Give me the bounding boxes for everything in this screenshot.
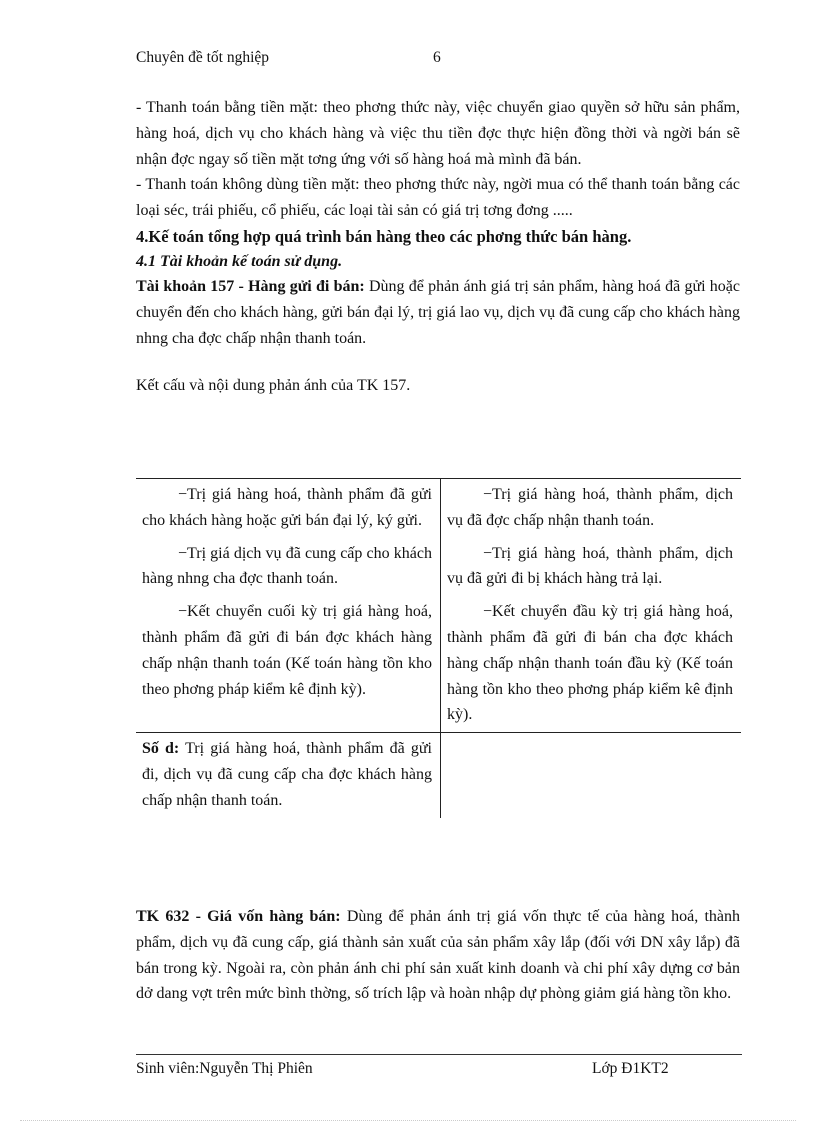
subsection-heading-4-1: 4.1 Tài khoản kế toán sử dụng. (136, 252, 343, 270)
footer-divider (136, 1054, 742, 1055)
page-bottom-dotted-line (20, 1120, 796, 1121)
paragraph-tk632 (136, 904, 740, 1007)
debit-cell: −Kết chuyển cuối kỳ trị giá hàng hoá, thành phẩm đã gửi đi bán đợc khách hàng chấp nhận thanh toán (Kế toán hàng tồn kho theo phơng pháp kiểm kê định kỳ). (136, 596, 441, 732)
section-heading-4: 4.Kế toán tổng hợp quá trình bán hàng theo các phơng thức bán hàng. (136, 226, 632, 246)
paragraph-tk157 (136, 274, 740, 351)
paragraph-cash-payment: - Thanh toán bằng tiền mặt: theo phơng thức này, việc chuyển giao quyền sở hữu sản phẩm, hàng hoá, dịch vụ cho khách hàng và việc thu tiền đợc thực hiện đồng thời và ngời bán sẽ nhận đợc ngay số tiền mặt tơng ứng với số hàng hoá mà mình đã bán. (136, 99, 740, 168)
table-row (136, 479, 741, 538)
balance-text: Trị giá hàng hoá, thành phẩm đã gửi đi, dịch vụ đã cung cấp cha đợc khách hàng chấp nhận thanh toán. (142, 740, 432, 809)
page-number: 6 (433, 49, 441, 66)
balance-label: Số d: (142, 740, 180, 758)
tk157-label: Tài khoản 157 - Hàng gửi đi bán: (136, 277, 365, 295)
document-body-continued (136, 904, 740, 1007)
table-row (136, 596, 741, 732)
debit-cell: −Trị giá hàng hoá, thành phẩm đã gửi cho khách hàng hoặc gửi bán đại lý, ký gửi. (136, 479, 441, 538)
tk157-t-account-table (136, 478, 741, 818)
page-header (136, 49, 742, 73)
tk632-text: Dùng để phản ánh trị giá vốn thực tế của hàng hoá, thành phẩm, dịch vụ đã cung cấp, giá thành sản xuất của sản phẩm xây lắp (đối với DN xây lắp) đã bán trong kỳ. Ngoài ra, còn phản ánh chi phí sản xuất kinh doanh và chi phí xây dựng cơ bản dở dang vợt trên mức bình thờng, số trích lập và hoàn nhập dự phòng giảm giá hàng tồn kho. (136, 908, 741, 1003)
empty-cell (441, 733, 742, 818)
footer-class: Lớp Đ1KT2 (592, 1060, 669, 1077)
document-body (136, 95, 740, 399)
table-row (136, 538, 741, 597)
paragraph-noncash-payment: - Thanh toán không dùng tiền mặt: theo phơng thức này, ngời mua có thể thanh toán bằng các loại séc, trái phiếu, cổ phiếu, các loại tài sản có giá trị tơng đơng ..... (136, 176, 740, 220)
tk632-label: TK 632 - Giá vốn hàng bán: (136, 908, 341, 925)
balance-cell (136, 733, 441, 818)
paragraph-ket-cau: Kết cấu và nội dung phản ánh của TK 157. (136, 377, 411, 395)
credit-cell: −Trị giá hàng hoá, thành phẩm, dịch vụ đã đợc chấp nhận thanh toán. (447, 486, 733, 529)
page-footer (136, 1060, 742, 1084)
tk157-text: Dùng để phản ánh giá trị sản phẩm, hàng hoá đã gửi hoặc chuyển đến cho khách hàng, gửi bán đại lý, trị giá lao vụ, dịch vụ đã cung cấp cho khách hàng nhng cha đợc chấp nhận thanh toán. (136, 277, 741, 347)
footer-student: Sinh viên:Nguyễn Thị Phiên (136, 1060, 313, 1077)
credit-cell: −Kết chuyển đầu kỳ trị giá hàng hoá, thành phẩm đã gửi đi bán cha đợc khách hàng chấp nhận thanh toán đầu kỳ (Kế toán hàng tồn kho theo phơng pháp kiểm kê định kỳ). (447, 603, 733, 724)
document-title: Chuyên đề tốt nghiệp (136, 49, 270, 66)
balance-row (136, 733, 741, 818)
credit-cell: −Trị giá hàng hoá, thành phẩm, dịch vụ đã gửi đi bị khách hàng trả lại. (447, 544, 733, 588)
debit-cell: −Trị giá dịch vụ đã cung cấp cho khách hàng nhng cha đợc thanh toán. (136, 538, 441, 597)
